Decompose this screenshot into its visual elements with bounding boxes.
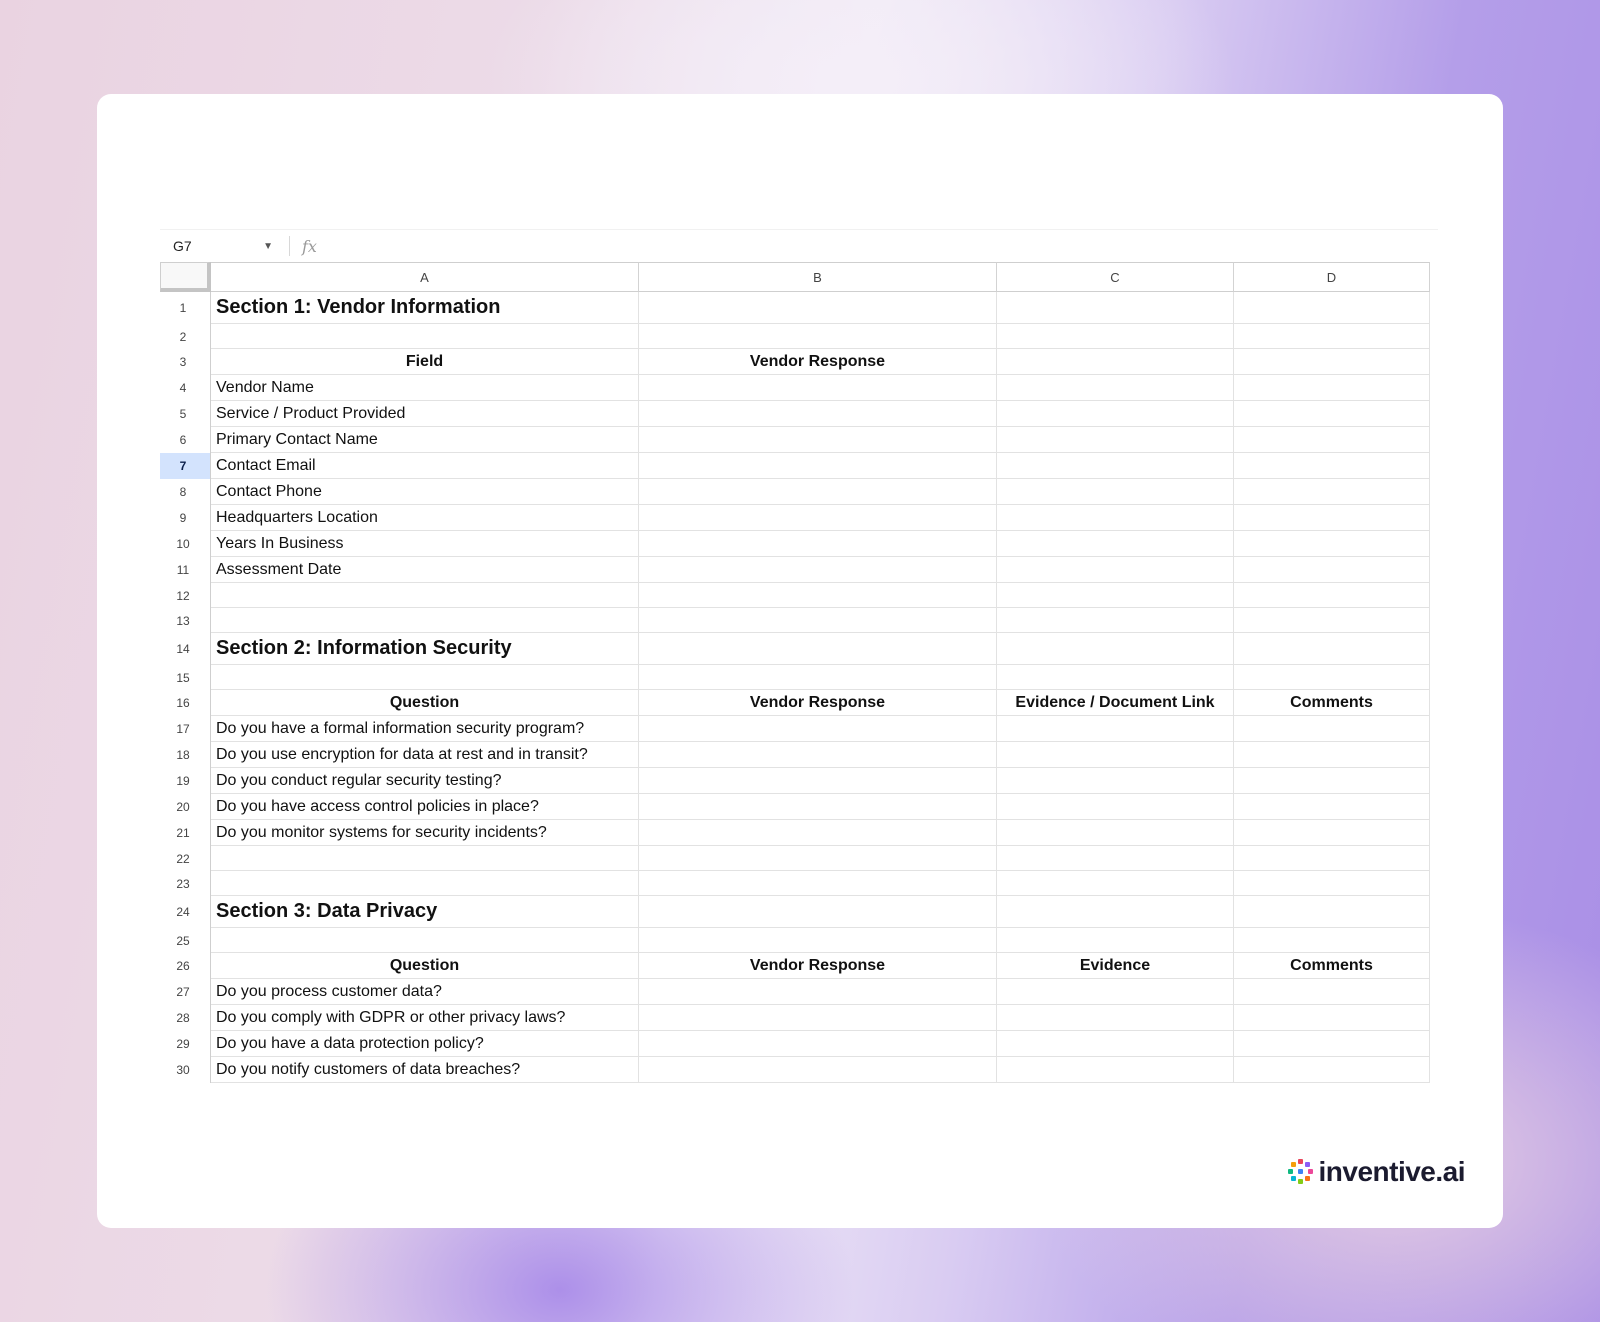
cell-b[interactable] (639, 375, 997, 401)
cell-a[interactable] (211, 871, 639, 896)
cell-d[interactable] (1234, 846, 1430, 871)
sheet-row (160, 479, 1438, 505)
sheet-row (160, 896, 1438, 928)
cell-b[interactable] (639, 324, 997, 349)
cell-a[interactable] (211, 608, 639, 633)
cell-b[interactable] (639, 716, 997, 742)
row-header[interactable]: 11 (160, 557, 211, 583)
cell-b[interactable] (639, 608, 997, 633)
cell-c[interactable]: Evidence / Document Link (997, 690, 1234, 716)
cell-a[interactable]: Primary Contact Name (211, 427, 639, 453)
row-header[interactable]: 18 (160, 742, 211, 768)
cell-a[interactable]: Do you have a formal information security program? (211, 716, 639, 742)
cell-c[interactable] (997, 608, 1234, 633)
cell-c[interactable] (997, 583, 1234, 608)
row-header[interactable]: 3 (160, 349, 211, 375)
cell-d[interactable] (1234, 453, 1430, 479)
row-header[interactable]: 5 (160, 401, 211, 427)
cell-c[interactable] (997, 665, 1234, 690)
cell-d[interactable] (1234, 716, 1430, 742)
row-header[interactable]: 24 (160, 896, 211, 928)
cell-d[interactable] (1234, 479, 1430, 505)
cell-d[interactable] (1234, 794, 1430, 820)
cell-c[interactable] (997, 479, 1234, 505)
sheet-grid (160, 292, 1438, 1083)
cell-d[interactable] (1234, 633, 1430, 665)
cell-a[interactable]: Do you conduct regular security testing? (211, 768, 639, 794)
sheet-row (160, 979, 1438, 1005)
cell-d[interactable] (1234, 427, 1430, 453)
formula-bar-divider (289, 236, 290, 256)
cell-b[interactable]: Vendor Response (639, 349, 997, 375)
row-header[interactable]: 1 (160, 292, 211, 324)
column-header-d[interactable]: D (1234, 262, 1430, 292)
cell-b[interactable] (639, 633, 997, 665)
cell-b[interactable] (639, 531, 997, 557)
cell-d[interactable] (1234, 1005, 1430, 1031)
row-header[interactable]: 15 (160, 665, 211, 690)
brand-logo (1288, 1156, 1465, 1188)
sheet-row (160, 292, 1438, 324)
row-header[interactable]: 23 (160, 871, 211, 896)
cell-b[interactable] (639, 505, 997, 531)
row-header[interactable]: 30 (160, 1057, 211, 1083)
cell-d[interactable] (1234, 349, 1430, 375)
cell-a[interactable]: Section 3: Data Privacy (211, 896, 639, 928)
sheet-row (160, 794, 1438, 820)
cell-c[interactable] (997, 531, 1234, 557)
cell-b[interactable] (639, 794, 997, 820)
cell-c[interactable] (997, 349, 1234, 375)
cell-b[interactable] (639, 928, 997, 953)
cell-b[interactable] (639, 479, 997, 505)
cell-b[interactable] (639, 292, 997, 324)
cell-a[interactable]: Vendor Name (211, 375, 639, 401)
sheet-row (160, 349, 1438, 375)
cell-a[interactable]: Question (211, 953, 639, 979)
cell-d[interactable] (1234, 665, 1430, 690)
cell-c[interactable] (997, 505, 1234, 531)
row-header[interactable]: 4 (160, 375, 211, 401)
cell-a[interactable]: Do you have access control policies in place? (211, 794, 639, 820)
sheet-row (160, 583, 1438, 608)
sheet-row (160, 531, 1438, 557)
cell-c[interactable] (997, 557, 1234, 583)
cell-c[interactable] (997, 1057, 1234, 1083)
cell-d[interactable] (1234, 531, 1430, 557)
sheet-row (160, 633, 1438, 665)
content-card (97, 94, 1503, 1228)
cell-a[interactable] (211, 324, 639, 349)
cell-b[interactable] (639, 557, 997, 583)
cell-d[interactable] (1234, 505, 1430, 531)
cell-c[interactable] (997, 928, 1234, 953)
row-header[interactable]: 27 (160, 979, 211, 1005)
row-header[interactable]: 8 (160, 479, 211, 505)
row-header[interactable]: 20 (160, 794, 211, 820)
cell-d[interactable] (1234, 608, 1430, 633)
name-box[interactable] (160, 238, 273, 254)
row-header[interactable]: 7 (160, 453, 211, 479)
column-header-b[interactable]: B (639, 262, 997, 292)
cell-a[interactable]: Field (211, 349, 639, 375)
cell-c[interactable] (997, 896, 1234, 928)
cell-a[interactable]: Do you monitor systems for security incidents? (211, 820, 639, 846)
sheet-row (160, 427, 1438, 453)
cell-d[interactable] (1234, 292, 1430, 324)
sheet-row (160, 557, 1438, 583)
cell-a[interactable]: Do you comply with GDPR or other privacy laws? (211, 1005, 639, 1031)
row-header[interactable]: 22 (160, 846, 211, 871)
cell-b[interactable] (639, 401, 997, 427)
cell-a[interactable]: Section 1: Vendor Information (211, 292, 639, 324)
sheet-row (160, 401, 1438, 427)
cell-c[interactable] (997, 375, 1234, 401)
cell-c[interactable] (997, 768, 1234, 794)
sheet-row (160, 1031, 1438, 1057)
cell-d[interactable] (1234, 1031, 1430, 1057)
sheet-row (160, 928, 1438, 953)
cell-a[interactable]: Do you have a data protection policy? (211, 1031, 639, 1057)
cell-c[interactable] (997, 716, 1234, 742)
cell-a[interactable]: Question (211, 690, 639, 716)
cell-d[interactable]: Comments (1234, 690, 1430, 716)
cell-d[interactable] (1234, 896, 1430, 928)
cell-c[interactable] (997, 324, 1234, 349)
cell-c[interactable] (997, 871, 1234, 896)
cell-d[interactable] (1234, 768, 1430, 794)
cell-c[interactable] (997, 1031, 1234, 1057)
cell-d[interactable] (1234, 401, 1430, 427)
cell-c[interactable] (997, 401, 1234, 427)
cell-c[interactable] (997, 453, 1234, 479)
sheet-row (160, 742, 1438, 768)
cell-c[interactable] (997, 979, 1234, 1005)
cell-b[interactable] (639, 820, 997, 846)
sheet-row (160, 375, 1438, 401)
function-icon: fx (302, 236, 317, 256)
cell-b[interactable] (639, 742, 997, 768)
row-header[interactable]: 25 (160, 928, 211, 953)
cell-a[interactable] (211, 928, 639, 953)
cell-b[interactable]: Vendor Response (639, 690, 997, 716)
cell-a[interactable]: Contact Phone (211, 479, 639, 505)
cell-d[interactable] (1234, 583, 1430, 608)
cell-d[interactable]: Comments (1234, 953, 1430, 979)
row-header[interactable]: 29 (160, 1031, 211, 1057)
sheet-row (160, 665, 1438, 690)
row-header[interactable]: 28 (160, 1005, 211, 1031)
cell-a[interactable]: Do you process customer data? (211, 979, 639, 1005)
cell-c[interactable] (997, 1005, 1234, 1031)
cell-b[interactable] (639, 1005, 997, 1031)
cell-c[interactable] (997, 427, 1234, 453)
cell-a[interactable] (211, 583, 639, 608)
sheet-row (160, 846, 1438, 871)
cell-d[interactable] (1234, 742, 1430, 768)
row-header[interactable]: 13 (160, 608, 211, 633)
row-header[interactable]: 2 (160, 324, 211, 349)
sheet-row (160, 505, 1438, 531)
cell-b[interactable] (639, 871, 997, 896)
cell-c[interactable] (997, 633, 1234, 665)
sheet-row (160, 820, 1438, 846)
sheet-row (160, 608, 1438, 633)
cell-d[interactable] (1234, 324, 1430, 349)
cell-c[interactable] (997, 846, 1234, 871)
cell-c[interactable]: Evidence (997, 953, 1234, 979)
cell-b[interactable] (639, 1057, 997, 1083)
cell-b[interactable] (639, 583, 997, 608)
sheet-row (160, 1005, 1438, 1031)
select-all-corner[interactable] (160, 262, 211, 292)
spreadsheet (160, 229, 1438, 1083)
formula-bar (160, 229, 1438, 262)
cell-a[interactable]: Do you use encryption for data at rest and in transit? (211, 742, 639, 768)
cell-b[interactable] (639, 1031, 997, 1057)
sheet-row (160, 690, 1438, 716)
cell-a[interactable]: Headquarters Location (211, 505, 639, 531)
name-box-value: G7 (173, 238, 192, 254)
cell-b[interactable] (639, 427, 997, 453)
cell-b[interactable] (639, 768, 997, 794)
row-header[interactable]: 26 (160, 953, 211, 979)
column-header-c[interactable]: C (997, 262, 1234, 292)
cell-b[interactable] (639, 896, 997, 928)
column-header-a[interactable]: A (211, 262, 639, 292)
column-header-row (160, 262, 1438, 292)
cell-b[interactable]: Vendor Response (639, 953, 997, 979)
cell-d[interactable] (1234, 979, 1430, 1005)
cell-d[interactable] (1234, 871, 1430, 896)
cell-a[interactable]: Section 2: Information Security (211, 633, 639, 665)
cell-c[interactable] (997, 820, 1234, 846)
cell-a[interactable]: Assessment Date (211, 557, 639, 583)
cell-c[interactable] (997, 292, 1234, 324)
cell-b[interactable] (639, 453, 997, 479)
sheet-row (160, 453, 1438, 479)
row-header[interactable]: 14 (160, 633, 211, 665)
inventive-logo-icon (1288, 1159, 1314, 1185)
cell-a[interactable]: Contact Email (211, 453, 639, 479)
row-header[interactable]: 19 (160, 768, 211, 794)
cell-a[interactable]: Do you notify customers of data breaches? (211, 1057, 639, 1083)
chevron-down-icon[interactable]: ▼ (263, 240, 273, 252)
cell-b[interactable] (639, 846, 997, 871)
row-header[interactable]: 17 (160, 716, 211, 742)
cell-b[interactable] (639, 979, 997, 1005)
sheet-row (160, 953, 1438, 979)
sheet-row (160, 871, 1438, 896)
sheet-row (160, 768, 1438, 794)
sheet-row (160, 324, 1438, 349)
sheet-row (160, 1057, 1438, 1083)
cell-d[interactable] (1234, 1057, 1430, 1083)
row-header[interactable]: 16 (160, 690, 211, 716)
cell-d[interactable] (1234, 557, 1430, 583)
cell-a[interactable]: Years In Business (211, 531, 639, 557)
row-header[interactable]: 6 (160, 427, 211, 453)
cell-a[interactable] (211, 665, 639, 690)
row-header[interactable]: 10 (160, 531, 211, 557)
row-header[interactable]: 9 (160, 505, 211, 531)
cell-c[interactable] (997, 742, 1234, 768)
cell-a[interactable] (211, 846, 639, 871)
row-header[interactable]: 12 (160, 583, 211, 608)
cell-d[interactable] (1234, 820, 1430, 846)
cell-b[interactable] (639, 665, 997, 690)
cell-d[interactable] (1234, 928, 1430, 953)
row-header[interactable]: 21 (160, 820, 211, 846)
cell-c[interactable] (997, 794, 1234, 820)
brand-name: inventive.ai (1318, 1156, 1465, 1187)
cell-d[interactable] (1234, 375, 1430, 401)
sheet-row (160, 716, 1438, 742)
cell-a[interactable]: Service / Product Provided (211, 401, 639, 427)
